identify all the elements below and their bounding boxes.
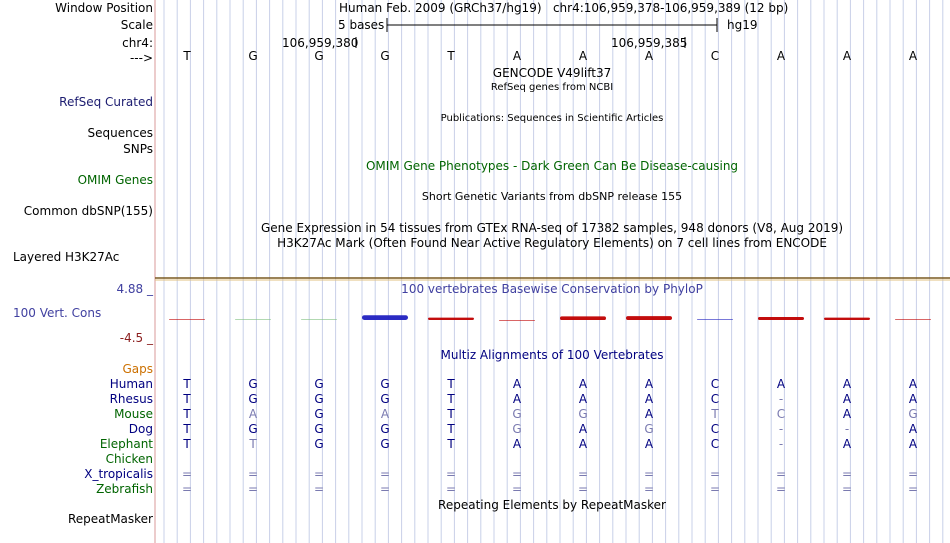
alignment-base: A [512, 392, 522, 406]
alignment-base: A [644, 392, 654, 406]
alignment-base: T [447, 437, 455, 451]
alignment-base: A [842, 407, 852, 421]
alignment-base: G [248, 422, 258, 436]
alignment-base: G [314, 422, 324, 436]
alignment-base: C [776, 407, 786, 421]
reference-base: A [512, 49, 522, 63]
alignment-base: = [841, 467, 853, 481]
alignment-base: = [313, 467, 325, 481]
reference-base: G [248, 49, 258, 63]
phylop-glyph [499, 320, 535, 321]
refseq-track-title[interactable]: RefSeq genes from NCBI [490, 82, 614, 93]
alignment-base: = [841, 482, 853, 496]
alignment-base: T [447, 392, 455, 406]
gtex-track-title[interactable]: Gene Expression in 54 tissues from GTEx RNA-seq of 17382 samples, 948 donors (V8, Aug 2019) [260, 221, 844, 235]
alignment-base: A [842, 377, 852, 391]
alignment-base: C [710, 422, 720, 436]
dbsnp-track-title[interactable]: Short Genetic Variants from dbSNP release 155 [421, 190, 683, 203]
multiz-track-title[interactable]: Multiz Alignments of 100 Vertebrates [440, 348, 664, 362]
snps-label[interactable]: SNPs [123, 142, 153, 156]
alignment-base: G [248, 392, 258, 406]
species-label[interactable]: Mouse [114, 407, 153, 421]
alignment-base: A [842, 392, 852, 406]
alignment-base: G [644, 422, 654, 436]
phylop-ymin-label: -4.5 _ [119, 331, 153, 345]
alignment-base: = [379, 482, 391, 496]
alignment-base: A [776, 377, 786, 391]
reference-base: A [908, 49, 918, 63]
window-position-label: Window Position [55, 1, 153, 15]
alignment-base: G [380, 437, 390, 451]
vert-cons-label[interactable]: 100 Vert. Cons [13, 306, 102, 320]
alignment-base: = [445, 467, 457, 481]
alignment-base: A [512, 437, 522, 451]
reference-base: A [644, 49, 654, 63]
phylop-glyph [697, 319, 733, 320]
alignment-base: A [842, 437, 852, 451]
coordinate-2: 106,959,385 [611, 36, 688, 50]
phylop-track-title[interactable]: 100 vertebrates Basewise Conservation by PhyloP [401, 282, 703, 296]
reference-base: A [842, 49, 852, 63]
alignment-base: = [643, 467, 655, 481]
alignment-base: T [183, 437, 191, 451]
alignment-base: T [183, 422, 191, 436]
reference-base: A [776, 49, 786, 63]
alignment-base: C [710, 392, 720, 406]
reference-base: C [710, 49, 720, 63]
alignment-base: G [578, 407, 588, 421]
scale-assembly: hg19 [727, 18, 758, 32]
chrom-label: chr4: [122, 36, 153, 50]
window-position-text: Human Feb. 2009 (GRCh37/hg19) chr4:106,959,378-106,959,389 (12 bp) [339, 1, 789, 15]
phylop-glyph [758, 317, 804, 320]
reference-base: A [578, 49, 588, 63]
alignment-base: C [710, 437, 720, 451]
species-label[interactable]: Chicken [105, 452, 153, 466]
alignment-base: = [511, 482, 523, 496]
alignment-base: T [447, 407, 455, 421]
alignment-base: = [709, 482, 721, 496]
alignment-base: A [908, 422, 918, 436]
species-label[interactable]: Elephant [99, 437, 153, 451]
species-label[interactable]: Human [109, 377, 153, 391]
alignment-base: A [644, 437, 654, 451]
alignment-base: A [248, 407, 258, 421]
alignment-base: T [183, 377, 191, 391]
alignment-base: = [247, 482, 259, 496]
alignment-base: A [908, 437, 918, 451]
alignment-base: = [775, 482, 787, 496]
alignment-base: A [644, 377, 654, 391]
gaps-label[interactable]: Gaps [122, 362, 153, 376]
reference-base: T [447, 49, 455, 63]
alignment-base: A [908, 377, 918, 391]
reference-base: G [314, 49, 324, 63]
alignment-base: A [908, 392, 918, 406]
alignment-base: A [644, 407, 654, 421]
scale-bar [387, 18, 717, 32]
alignment-base: A [512, 377, 522, 391]
alignment-base: G [314, 377, 324, 391]
alignment-base: = [907, 467, 919, 481]
alignment-base: G [908, 407, 918, 421]
alignment-base: T [447, 377, 455, 391]
alignment-base: C [710, 377, 720, 391]
alignment-base: = [379, 467, 391, 481]
alignment-base: - [778, 422, 784, 436]
repeatmasker-label[interactable]: RepeatMasker [67, 512, 153, 526]
species-label[interactable]: Zebrafish [96, 482, 153, 496]
alignment-base: G [314, 437, 324, 451]
alignment-base: A [380, 407, 390, 421]
layered-h3k27ac-label[interactable]: Layered H3K27Ac [13, 250, 120, 264]
alignment-base: = [445, 482, 457, 496]
phylop-glyph [235, 319, 271, 320]
alignment-base: T [249, 437, 257, 451]
reference-base: T [183, 49, 191, 63]
alignment-base: A [578, 437, 588, 451]
strand-label: ---> [129, 51, 153, 65]
refseq-curated-label[interactable]: RefSeq Curated [59, 95, 153, 109]
alignment-base: = [313, 482, 325, 496]
phylop-glyph [824, 318, 870, 320]
alignment-base: G [314, 407, 324, 421]
alignment-base: = [247, 467, 259, 481]
alignment-base: = [511, 467, 523, 481]
alignment-base: T [711, 407, 719, 421]
alignment-base: G [512, 422, 522, 436]
species-label[interactable]: Rhesus [109, 392, 153, 406]
phylop-glyph [169, 319, 205, 320]
alignment-base: G [248, 377, 258, 391]
species-label[interactable]: X_tropicalis [84, 467, 153, 481]
phylop-glyph [626, 316, 672, 320]
alignment-base: G [380, 422, 390, 436]
alignment-base: = [577, 482, 589, 496]
phylop-glyph [560, 316, 606, 320]
sequences-label[interactable]: Sequences [87, 126, 153, 140]
h3k27ac-track-title[interactable]: H3K27Ac Mark (Often Found Near Active Regulatory Elements) on 7 cell lines from ENCODE [277, 236, 827, 250]
alignment-base: A [578, 392, 588, 406]
alignment-base: T [183, 392, 191, 406]
alignment-base: = [181, 467, 193, 481]
alignment-base: - [778, 392, 784, 406]
alignment-base: G [380, 392, 390, 406]
alignment-base: - [778, 437, 784, 451]
omim-track-title[interactable]: OMIM Gene Phenotypes - Dark Green Can Be Disease-causing [365, 159, 739, 173]
alignment-base: = [577, 467, 589, 481]
coordinate-1: 106,959,380 [282, 36, 359, 50]
alignment-base: = [907, 482, 919, 496]
phylop-ymax-label: 4.88 _ [116, 282, 153, 296]
alignment-base: A [578, 422, 588, 436]
omim-genes-label[interactable]: OMIM Genes [77, 173, 153, 187]
alignment-base: = [775, 467, 787, 481]
reference-base: G [380, 49, 390, 63]
alignment-base: A [578, 377, 588, 391]
repeatmasker-track-title[interactable]: Repeating Elements by RepeatMasker [438, 498, 666, 512]
alignment-base: = [709, 467, 721, 481]
phylop-glyph [301, 319, 337, 320]
phylop-glyph [428, 318, 474, 320]
phylop-glyph [895, 319, 931, 320]
alignment-base: T [447, 422, 455, 436]
common-dbsnp-label[interactable]: Common dbSNP(155) [23, 204, 153, 218]
alignment-base: G [380, 377, 390, 391]
alignment-base: = [643, 482, 655, 496]
phylop-glyph [362, 315, 408, 320]
gencode-track-title[interactable]: GENCODE V49lift37 [492, 66, 612, 80]
alignment-base: - [844, 422, 850, 436]
publications-track-title[interactable]: Publications: Sequences in Scientific Articles [440, 113, 664, 124]
alignment-base: G [512, 407, 522, 421]
alignment-base: = [181, 482, 193, 496]
alignment-base: G [314, 392, 324, 406]
scale-label: Scale [120, 18, 153, 32]
species-label[interactable]: Dog [128, 422, 153, 436]
scale-text: 5 bases [338, 18, 385, 32]
alignment-base: T [183, 407, 191, 421]
